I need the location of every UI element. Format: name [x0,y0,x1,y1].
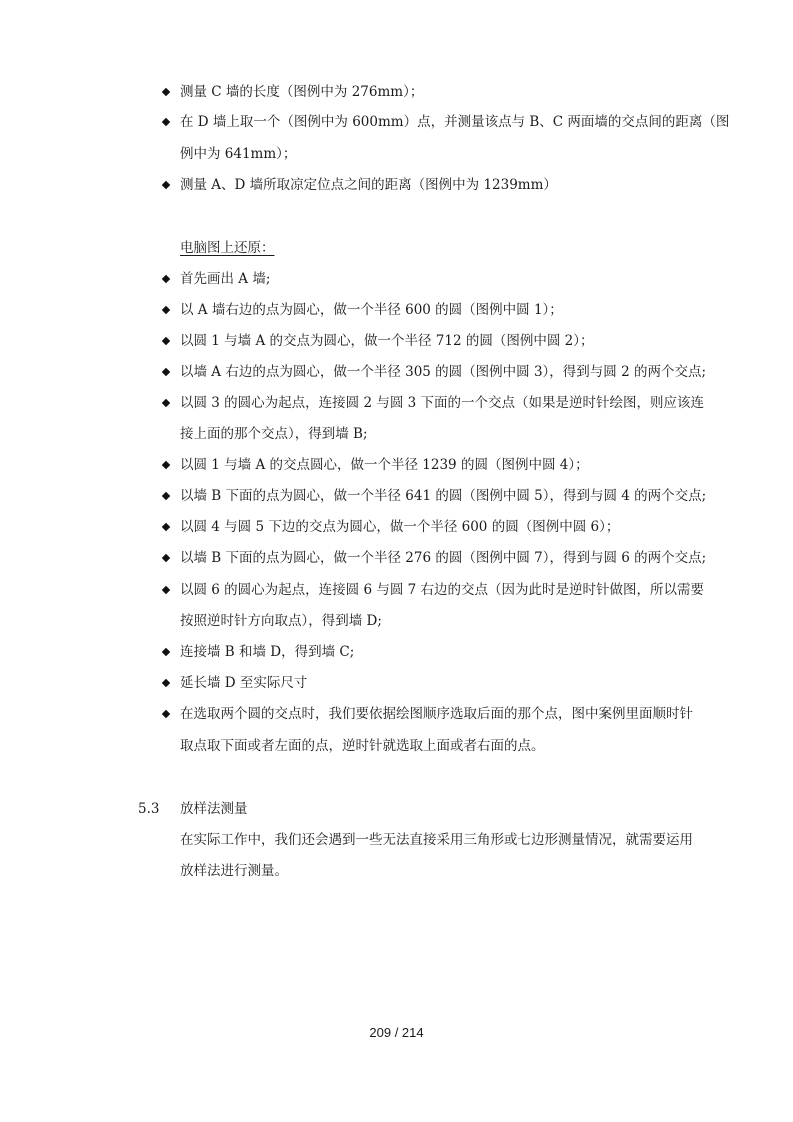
bullet-icon [162,523,170,531]
bullet-icon [162,88,170,96]
section-paragraph: 在实际工作中，我们还会遇到一些无法直接采用三角形或七边形测量情况，就需要运用 [180,832,693,848]
list-item: 测量 A、D 墙所取凉定位点之间的距离（图例中为 1239mm） [180,177,557,193]
bullet-icon [162,306,170,314]
bullet-icon [162,679,170,687]
list-item-continuation: 例中为 641mm）； [180,146,297,162]
list-item: 以墙 B 下面的点为圆心，做一个半径 641 的圆（图例中圆 5），得到与圆 4 的两个交点; [180,488,707,504]
page-number: 209 / 214 [369,1025,424,1040]
list-item: 在选取两个圆的交点时，我们要依据绘图顺序选取后面的那个点，图中案例里面顺时针 [180,706,693,722]
bullet-icon [162,710,170,718]
list-item: 测量 C 墙的长度（图例中为 276mm）； [180,84,424,100]
list-item: 以圆 4 与圆 5 下边的交点为圆心，做一个半径 600 的圆（图例中圆 6）； [180,519,620,535]
list-item: 以圆 3 的圆心为起点，连接圆 2 与圆 3 下面的一个交点（如果是逆时针绘图，则应该连 [180,395,705,411]
list-item: 以 A 墙右边的点为圆心，做一个半径 600 的圆（图例中圆 1）； [180,302,563,318]
list-item-continuation: 取点取下面或者左面的点，逆时针就选取上面或者右面的点。 [180,738,545,754]
list-item: 首先画出 A 墙; [180,271,271,287]
list-item-continuation: 接上面的那个交点），得到墙 B; [180,426,368,442]
restore-heading: 电脑图上还原： [180,240,275,256]
bullet-icon [162,648,170,656]
list-item: 连接墙 B 和墙 D，得到墙 C; [180,644,355,660]
bullet-icon [162,399,170,407]
bullet-icon [162,461,170,469]
bullet-icon [162,181,170,189]
list-item-continuation: 按照逆时针方向取点），得到墙 D; [180,613,382,629]
section-number: 5.3 [138,801,160,817]
section-paragraph-continuation: 放样法进行测量。 [180,863,288,879]
bullet-icon [162,492,170,500]
list-item: 以圆 1 与墙 A 的交点圆心，做一个半径 1239 的圆（图例中圆 4）； [180,457,589,473]
bullet-icon [162,368,170,376]
section-title: 放样法测量 [180,801,248,817]
bullet-icon [162,275,170,283]
list-item: 以圆 1 与墙 A 的交点为圆心，做一个半径 712 的圆（图例中圆 2）； [180,333,594,349]
list-item: 以墙 A 右边的点为圆心，做一个半径 305 的圆（图例中圆 3），得到与圆 2 的两个交点; [180,364,707,380]
list-item: 延长墙 D 至实际尺寸 [180,675,308,691]
list-item: 在 D 墙上取一个（图例中为 600mm）点，并测量该点与 B、C 两面墙的交点间的距离（图 [180,114,730,130]
bullet-icon [162,337,170,345]
bullet-icon [162,118,170,126]
list-item: 以圆 6 的圆心为起点，连接圆 6 与圆 7 右边的交点（因为此时是逆时针做图，所以需要 [180,582,705,598]
bullet-icon [162,554,170,562]
bullet-icon [162,586,170,594]
list-item: 以墙 B 下面的点为圆心，做一个半径 276 的圆（图例中圆 7），得到与圆 6 的两个交点; [180,550,707,566]
